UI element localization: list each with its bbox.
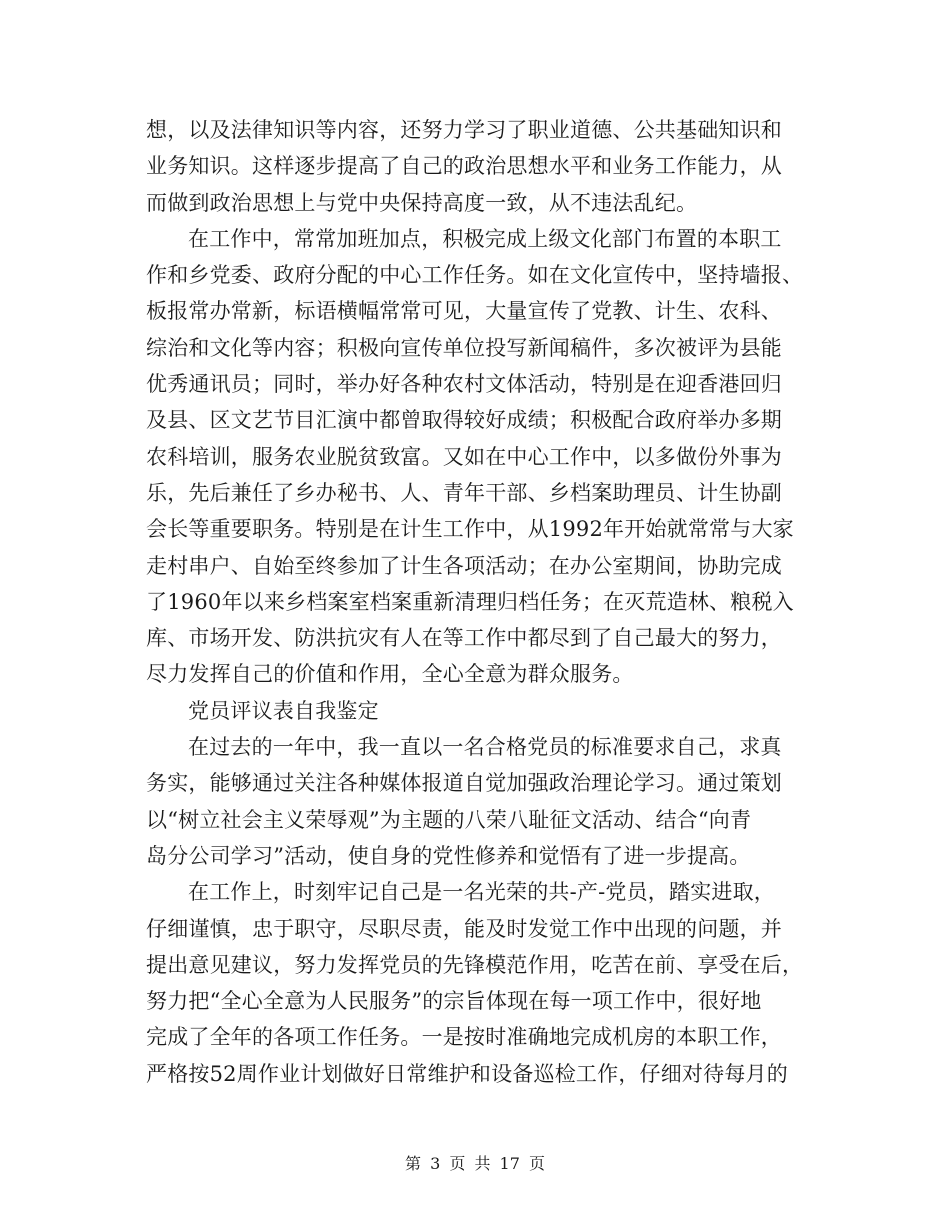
text-line: 了1960年以来乡档案室档案重新清理归档任务；在灭荒造林、粮税入 <box>146 589 794 614</box>
text-line: 努力把“全心全意为人民服务”的宗旨体现在每一项工作中，很好地 <box>146 989 762 1014</box>
text-line: 仔细谨慎，忠于职守，尽职尽责，能及时发觉工作中出现的问题，并 <box>146 916 782 941</box>
text-line: 在过去的一年中，我一直以一名合格党员的标准要求自己，求真 <box>188 735 782 760</box>
document-body <box>146 112 806 1092</box>
text-line: 作和乡党委、政府分配的中心工作任务。如在文化宣传中，坚持墙报、 <box>146 263 804 288</box>
text-line: 严格按52周作业计划做好日常维护和设备巡检工作，仔细对待每月的 <box>146 1061 788 1086</box>
text-line: 在工作中，常常加班加点，积极完成上级文化部门布置的本职工 <box>188 226 782 251</box>
text-line: 优秀通讯员；同时，举办好各种农村文体活动，特别是在迎香港回归 <box>146 372 782 397</box>
text-line: 农科培训，服务农业脱贫致富。又如在中心工作中，以多做份外事为 <box>146 444 782 469</box>
text-line: 乐，先后兼任了乡办秘书、人、青年干部、乡档案助理员、计生协副 <box>146 480 782 505</box>
text-line: 板报常办常新，标语横幅常常可见，大量宣传了党教、计生、农科、 <box>146 299 782 324</box>
text-line: 以“树立社会主义荣辱观”为主题的八荣八耻征文活动、结合“向青 <box>146 807 752 832</box>
text-line: 及县、区文艺节目汇演中都曾取得较好成绩；积极配合政府举办多期 <box>146 408 782 433</box>
page-number-footer: 第 3 页 共 17 页 <box>405 1154 545 1173</box>
text-line: 在工作上，时刻牢记自己是一名光荣的共-产-党员，踏实进取， <box>188 880 775 905</box>
text-line: 业务知识。这样逐步提高了自己的政治思想水平和业务工作能力，从 <box>146 154 782 179</box>
section-heading: 党员评议表自我鉴定 <box>188 698 379 723</box>
text-line: 完成了全年的各项工作任务。一是按时准确地完成机房的本职工作， <box>146 1025 782 1050</box>
text-line: 库、市场开发、防洪抗灾有人在等工作中都尽到了自己最大的努力， <box>146 626 782 651</box>
text-line: 会长等重要职务。特别是在计生工作中，从1992年开始就常常与大家 <box>146 517 794 542</box>
text-line: 走村串户、自始至终参加了计生各项活动；在办公室期间，协助完成 <box>146 553 782 578</box>
text-line: 务实，能够通过关注各种媒体报道自觉加强政治理论学习。通过策划 <box>146 771 782 796</box>
text-line: 岛分公司学习”活动，使自身的党性修养和觉悟有了进一步提高。 <box>146 843 751 868</box>
text-line: 而做到政治思想上与党中央保持高度一致，从不违法乱纪。 <box>146 190 698 215</box>
text-line: 综治和文化等内容；积极向宣传单位投写新闻稿件，多次被评为县能 <box>146 335 782 360</box>
text-line: 提出意见建议，努力发挥党员的先锋模范作用，吃苦在前、享受在后， <box>146 952 804 977</box>
text-line: 想，以及法律知识等内容，还努力学习了职业道德、公共基础知识和 <box>146 118 782 142</box>
text-line: 尽力发挥自己的价值和作用，全心全意为群众服务。 <box>146 662 634 687</box>
